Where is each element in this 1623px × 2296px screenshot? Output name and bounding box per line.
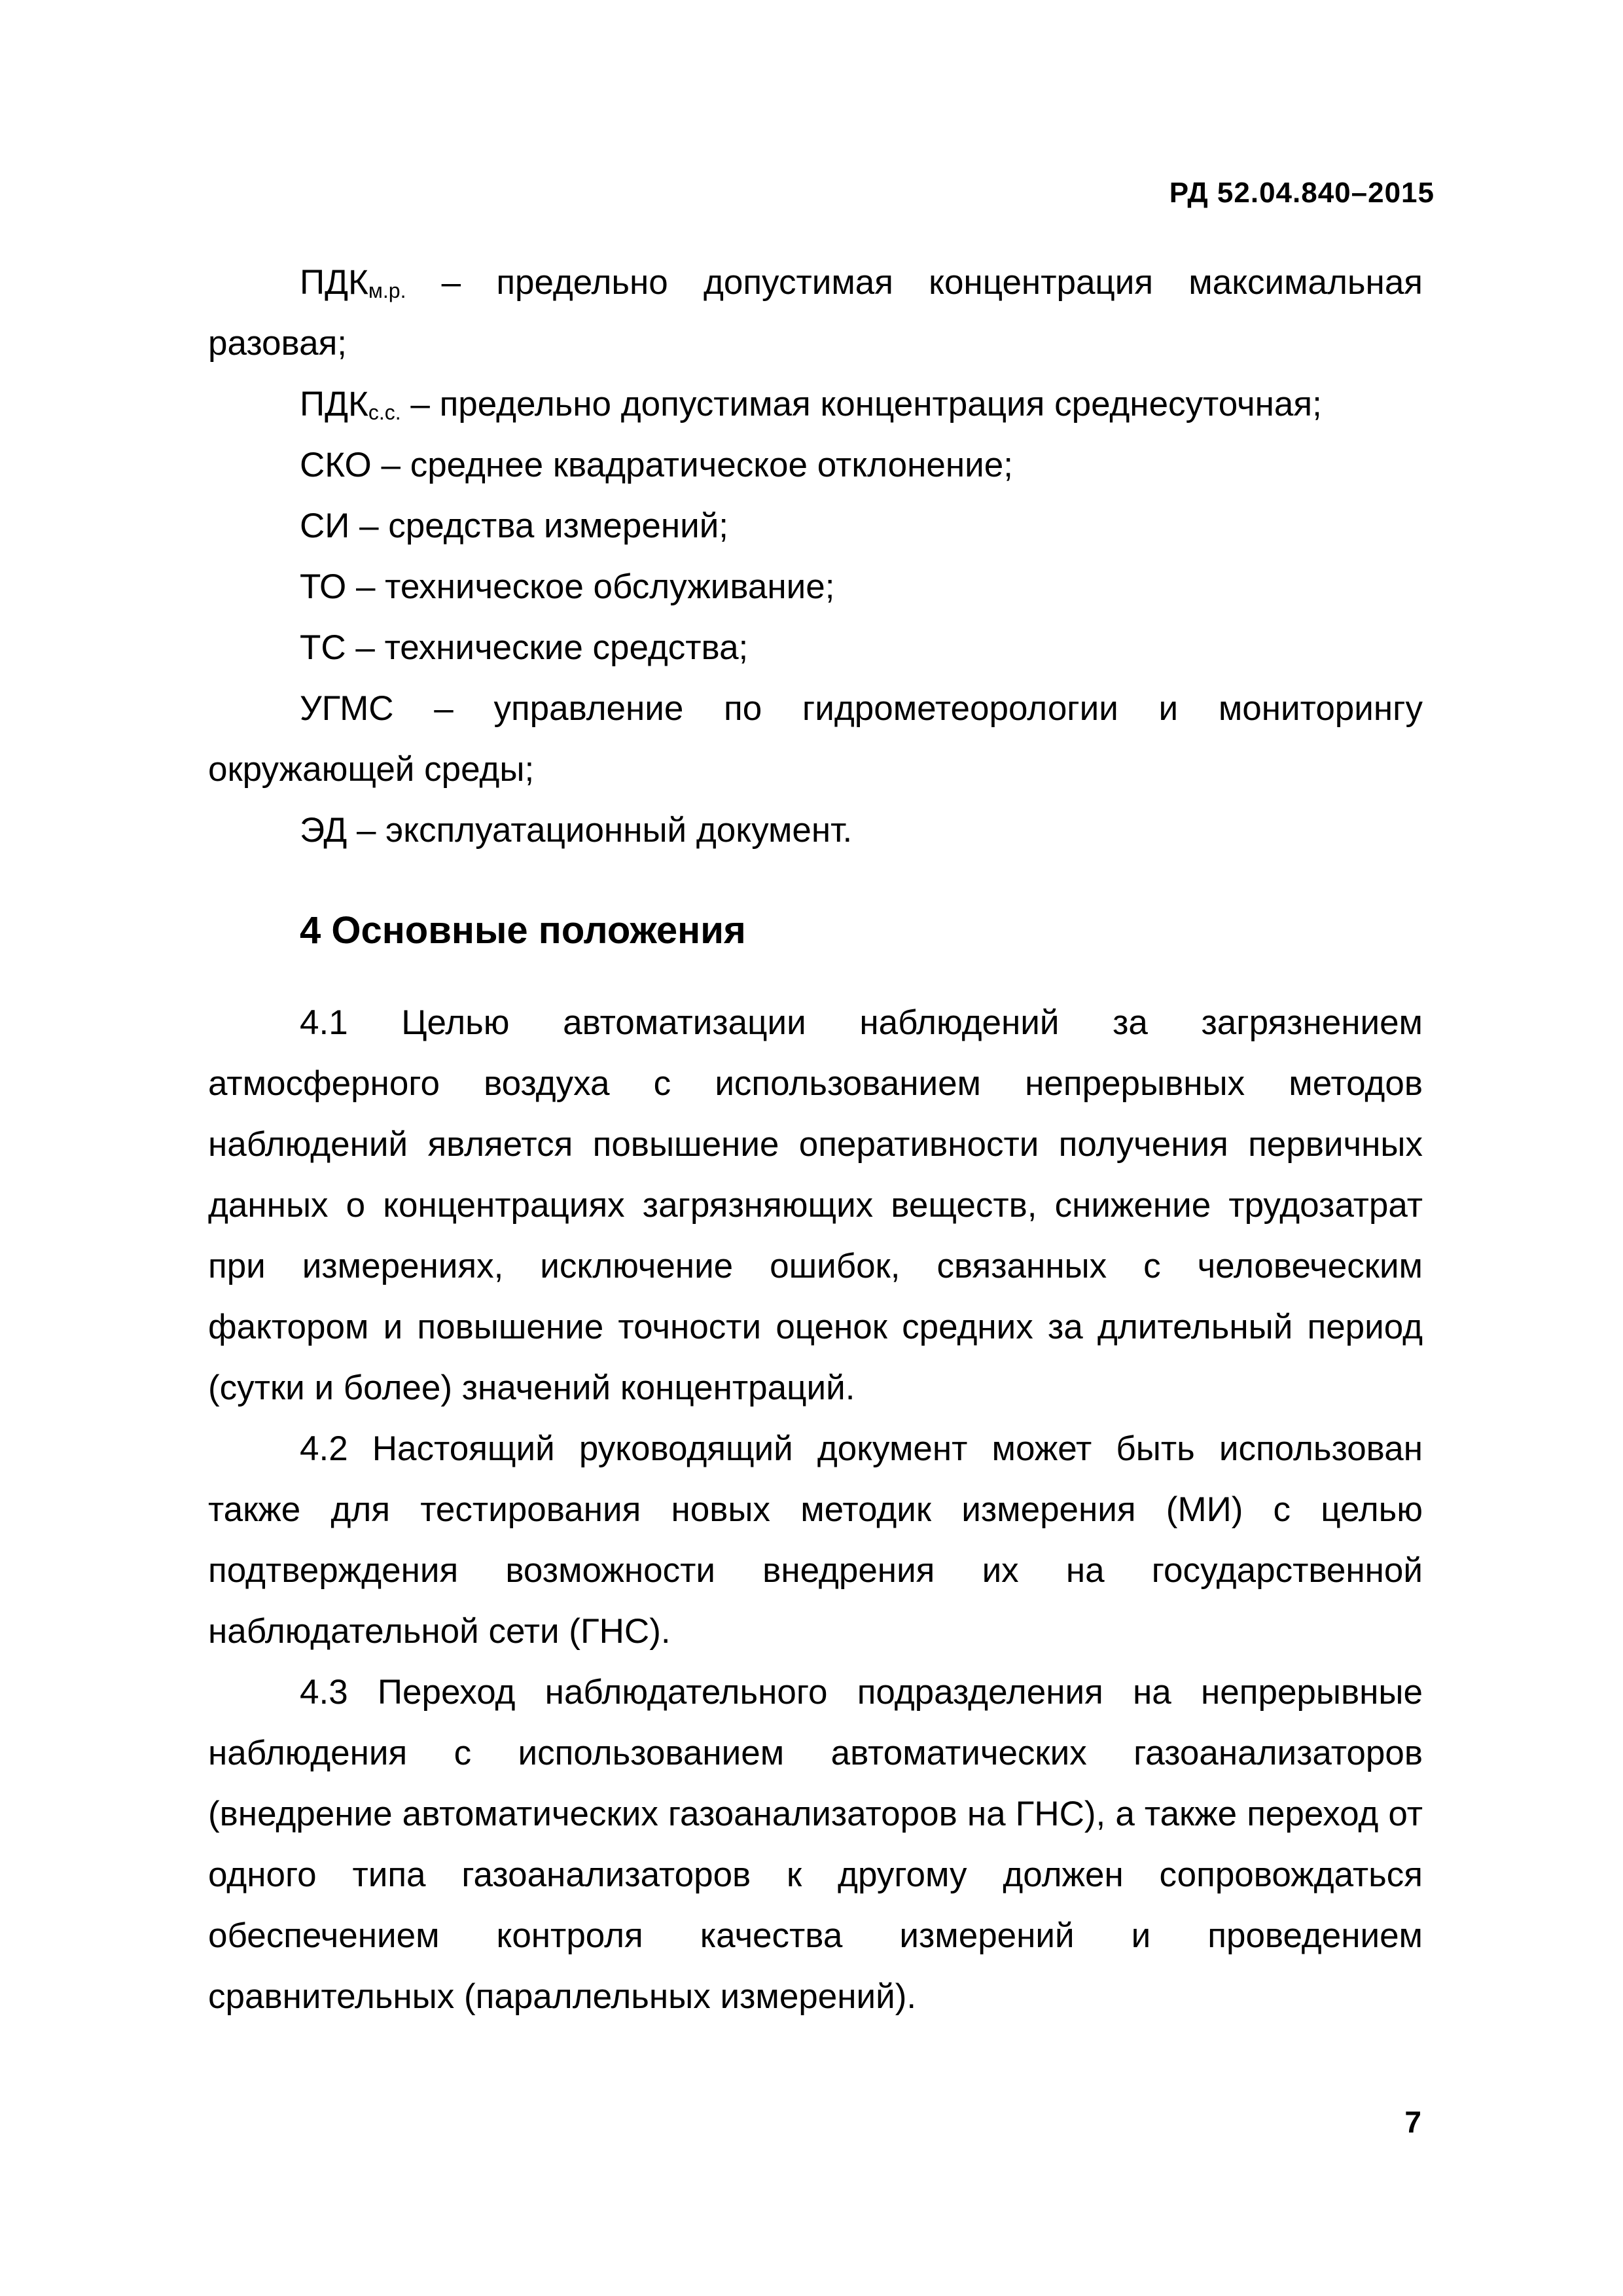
abbreviation-term: СИ <box>300 507 350 545</box>
abbreviation-item <box>208 435 1423 495</box>
abbreviation-term: ТС <box>300 628 346 667</box>
abbreviation-item <box>208 617 1423 678</box>
page-number: 7 <box>1404 2105 1421 2139</box>
abbreviation-item <box>208 495 1423 556</box>
abbreviation-definition: – средства измерений; <box>349 507 729 545</box>
abbreviation-term: ПДК <box>300 385 368 423</box>
abbreviation-item <box>208 678 1423 800</box>
abbreviation-term: СКО <box>300 446 372 484</box>
abbreviation-definition: – среднее квадратическое отклонение; <box>371 446 1013 484</box>
abbreviation-term: ПДК <box>300 263 368 302</box>
abbreviation-definition: – управление по гидрометеорологии и мониторингу окружающей среды; <box>208 689 1423 789</box>
abbreviation-definition: – эксплуатационный документ. <box>347 811 853 850</box>
abbreviation-definition: – предельно допустимая концентрация среднесуточная; <box>401 385 1322 423</box>
abbreviation-subscript: м.р. <box>368 279 406 302</box>
page-content <box>208 252 1423 2027</box>
paragraph-4-2: 4.2 Настоящий руководящий документ может быть использован также для тестирования новых методик измерения (МИ) с целью подтверждения возможности внедрения их на государственной наблюдательной сети (ГНС). <box>208 1429 1423 1651</box>
abbreviation-definition: – техническое обслуживание; <box>346 567 835 606</box>
paragraph-4-1: 4.1 Целью автоматизации наблюдений за загрязнением атмосферного воздуха с использованием непрерывных методов наблюдений является повышение оперативности получения первичных данных о концентрациях загрязняющих веществ, снижение трудозатрат при измерениях, исключение ошибок, связанных с человеческим фактором и повышение точности оценок средних за длительный период (сутки и более) значений концентраций. <box>208 1003 1423 1407</box>
abbreviation-term: ТО <box>300 567 347 606</box>
abbreviation-subscript: с.с. <box>368 401 401 424</box>
abbreviation-term: УГМС <box>300 689 394 728</box>
section-heading: 4 Основные положения <box>300 909 746 952</box>
document-code: РД 52.04.840–2015 <box>1169 177 1435 209</box>
paragraph-4-3: 4.3 Переход наблюдательного подразделения на непрерывные наблюдения с использованием автоматических газоанализаторов (внедрение автоматических газоанализаторов на ГНС), а также переход от одного типа газоанализаторов к другому должен сопровождаться обеспечением контроля качества измерений и проведением сравнительных (параллельных измерений). <box>208 1673 1423 2016</box>
abbreviation-definition: – технические средства; <box>346 628 749 667</box>
abbreviation-term: ЭД <box>300 811 348 850</box>
abbreviation-definition: – предельно допустимая концентрация максимальная разовая; <box>208 263 1423 363</box>
abbreviation-item <box>208 252 1423 374</box>
abbreviation-item <box>208 556 1423 617</box>
abbreviation-item <box>208 374 1423 435</box>
abbreviation-item <box>208 800 1423 861</box>
